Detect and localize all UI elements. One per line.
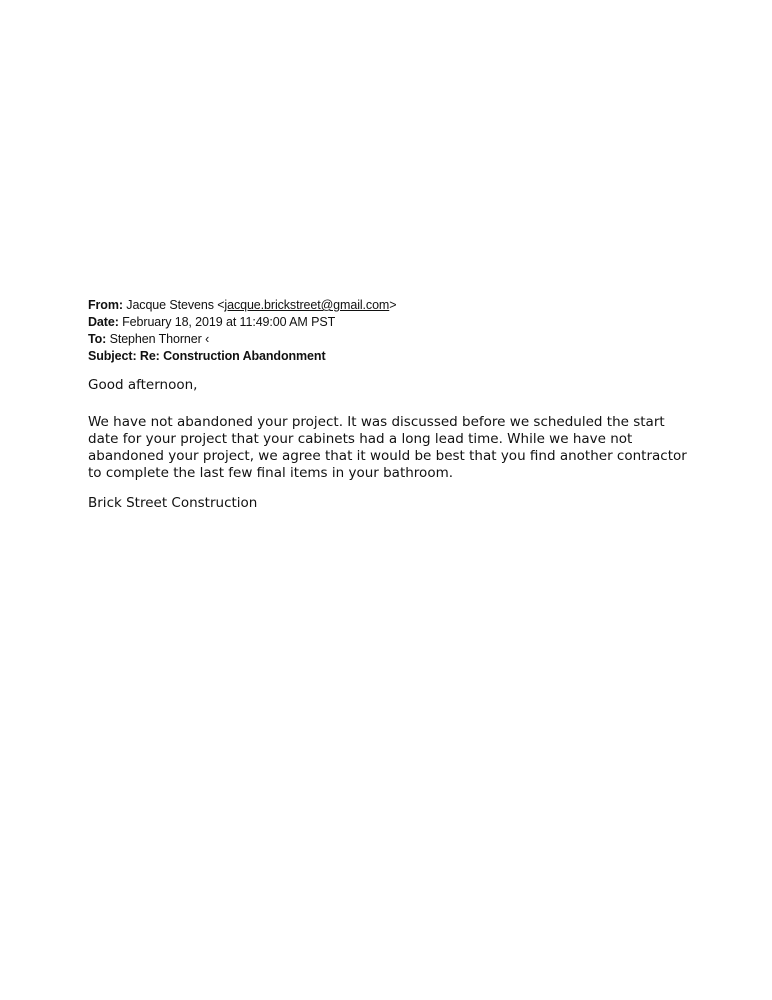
from-label: From: (88, 298, 123, 312)
body-paragraph: We have not abandoned your project. It was discussed before we scheduled the start date for your project that your cabinets had a long lead time. While we have not abandoned your project, we agree that it would be best that you find another contractor to complete the last few final items in your bathroom. (88, 414, 687, 481)
from-email-link[interactable]: jacque.brickstreet@gmail.com (224, 298, 390, 312)
from-name: Jacque Stevens (126, 298, 214, 312)
subject-line (88, 348, 728, 365)
date-label: Date: (88, 315, 119, 329)
to-label: To: (88, 332, 107, 346)
date-value: February 18, 2019 at 11:49:00 AM PST (122, 315, 336, 329)
subject-label: Subject: (88, 349, 137, 363)
from-line: From: Jacque Stevens <jacque.brickstreet@gmail.com> (88, 298, 397, 312)
to-line (88, 331, 728, 348)
signature: Brick Street Construction (88, 495, 258, 511)
to-value: Stephen Thorner (109, 332, 202, 346)
subject-value: Re: Construction Abandonment (139, 349, 326, 363)
email-header (88, 297, 728, 365)
greeting: Good afternoon, (88, 377, 198, 393)
to-suffix-mark: ‹ (205, 332, 210, 346)
date-line (88, 314, 728, 331)
